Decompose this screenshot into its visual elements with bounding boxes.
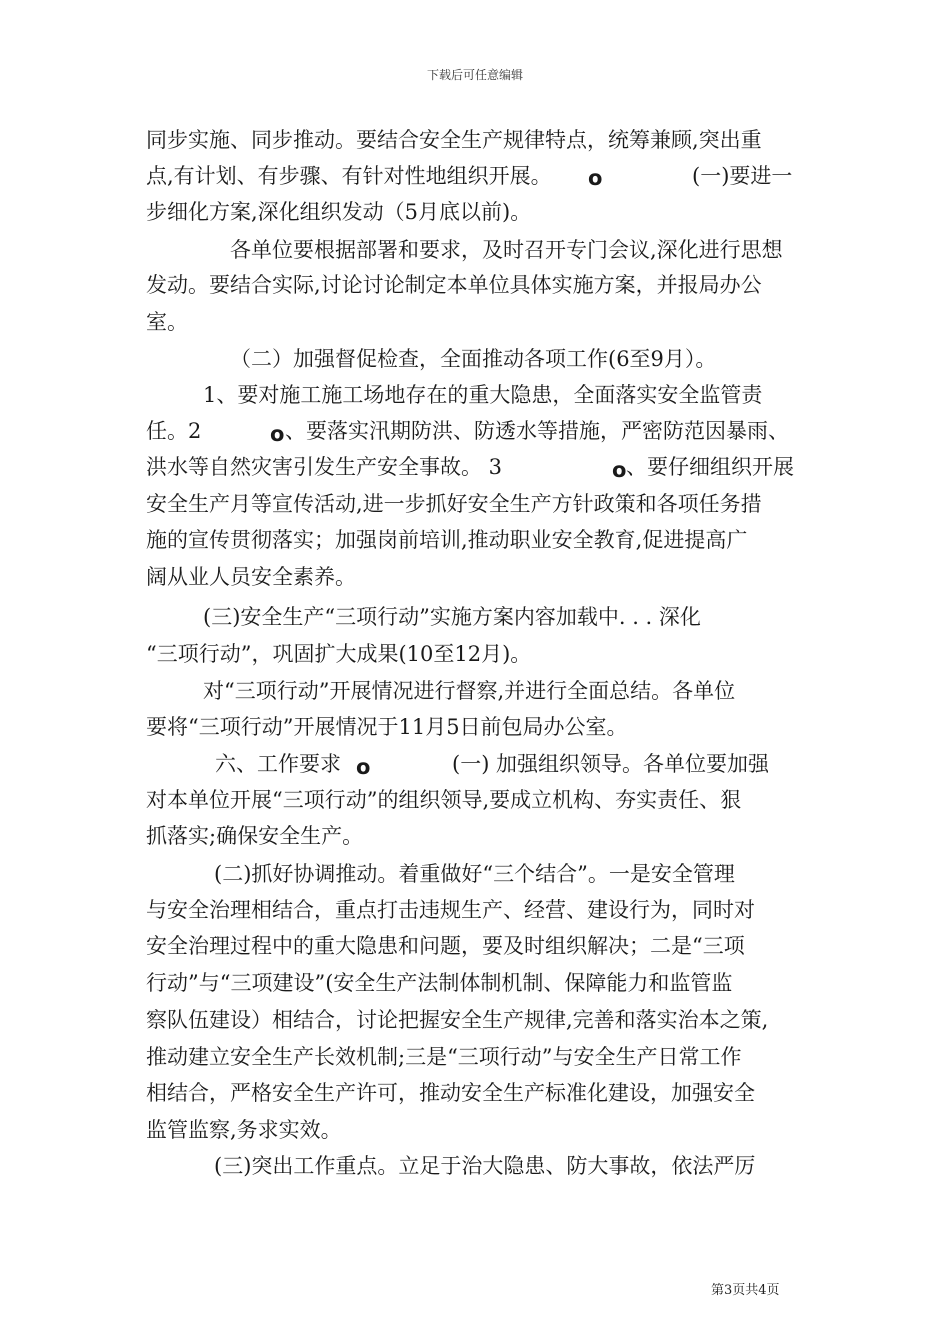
body-line: 抓落实;确保安全生产。: [146, 824, 364, 848]
body-line: 行动”与“三项建设”(安全生产法制体制机制、保障能力和监管监: [146, 971, 733, 995]
body-line: 同步实施、同步推动。要结合安全生产规律特点，统筹兼顾,突出重: [146, 128, 762, 152]
section-heading: (三)突出工作重点。立足于治大隐患、防大事故，依法严厉: [214, 1154, 756, 1178]
stray-mark: o: [356, 755, 371, 779]
body-line: 察队伍建设）相结合，讨论把握安全生产规律,完善和落实治本之策,: [146, 1008, 769, 1032]
section-heading: (三)安全生产“三项行动”实施方案内容加载中. . . 深化: [203, 605, 701, 629]
page-number: 第3页共4页: [711, 1283, 780, 1298]
stray-mark: o: [588, 166, 603, 190]
body-line: 相结合，严格安全生产许可，推动安全生产标准化建设，加强安全: [146, 1081, 755, 1105]
section-heading: （二）加强督促检查，全面推动各项工作(6至9月）。: [230, 347, 717, 371]
body-line-segment: 任。2: [146, 419, 202, 443]
body-line: “三项行动”，巩固扩大成果(10至12月)。: [146, 642, 532, 666]
body-line: 阔从业人员安全素养。: [146, 565, 356, 589]
body-line: 施的宣传贯彻落实；加强岗前培训,推动职业安全教育,促进提高广: [146, 528, 748, 552]
body-line-segment: 、要仔细组织开展: [626, 455, 794, 479]
body-line: 安全生产月等宣传活动,进一步抓好安全生产方针政策和各项任务措: [146, 492, 762, 516]
body-line: 1、要对施工施工场地存在的重大隐患，全面落实安全监管责: [203, 383, 763, 407]
body-line: 与安全治理相结合，重点打击违规生产、经营、建设行为，同时对: [146, 898, 755, 922]
body-line: 安全治理过程中的重大隐患和问题，要及时组织解决；二是“三项: [146, 934, 745, 958]
body-line: 监管监察,务求实效。: [146, 1118, 342, 1142]
body-line-segment: 点,有计划、有步骤、有针对性地组织开展。: [146, 164, 552, 188]
page-header: 下载后可任意编辑: [426, 68, 523, 82]
section-heading: (二)抓好协调推动。着重做好“三个结合”。一是安全管理: [214, 862, 735, 886]
body-line-segment: 、要落实汛期防洪、防透水等措施，严密防范因暴雨、: [285, 419, 789, 443]
stray-mark: o: [270, 422, 285, 446]
body-line: 对本单位开展“三项行动”的组织领导,要成立机构、夯实责任、狠: [146, 788, 742, 812]
body-line: 室。: [146, 310, 188, 334]
section-heading: 六、工作要求: [215, 752, 341, 776]
body-line: 步细化方案,深化组织发动（5月底以前)。: [146, 200, 532, 224]
body-line-segment: 洪水等自然灾害引发生产安全事故。 3: [146, 455, 503, 479]
body-line-segment: (一)要进一: [692, 164, 793, 188]
body-line: 推动建立安全生产长效机制;三是“三项行动”与安全生产日常工作: [146, 1045, 742, 1069]
body-line: 发动。要结合实际,讨论讨论制定本单位具体实施方案，并报局办公: [146, 273, 762, 297]
stray-mark: o: [612, 458, 627, 482]
body-line-segment: (一) 加强组织领导。各单位要加强: [452, 752, 770, 776]
body-line: 要将“三项行动”开展情况于11月5日前包局办公室。: [146, 715, 628, 739]
body-line: 对“三项行动”开展情况进行督察,并进行全面总结。各单位: [203, 679, 736, 703]
body-line: 各单位要根据部署和要求，及时召开专门会议,深化进行思想: [230, 238, 783, 262]
